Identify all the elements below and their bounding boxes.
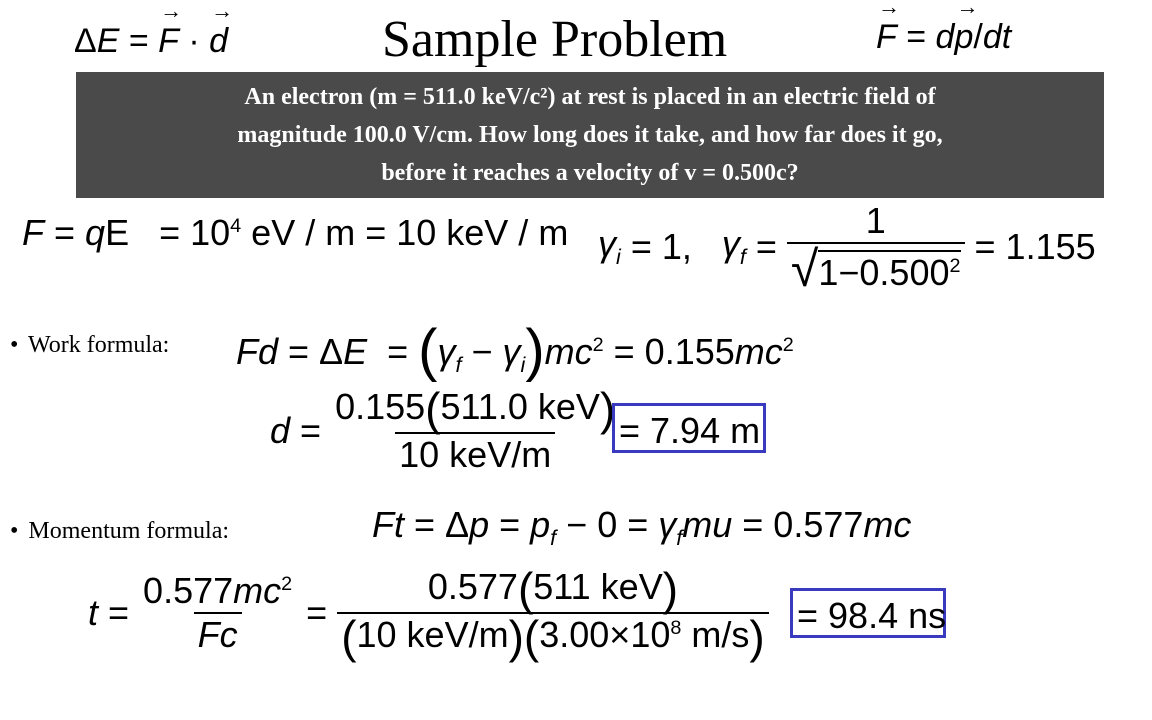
work-equation: $Fd = \Delta E = (\gamma_f - \gamma_i)mc^2 = 0.155mc^2$ xyxy=(236,318,794,383)
gamma-equations: $\gamma_i$ = 1, $\gamma_f$ = 1 √ $1-0.500^2$ = 1.155 xyxy=(598,200,1096,297)
work-formula-label xyxy=(10,332,169,359)
slide-title: Sample Problem xyxy=(382,11,728,68)
time-answer-box: = 98.4 ns xyxy=(790,588,946,638)
time-equation: t = $\frac{0.577mc^2}{Fc}$ = $\frac{\text{0.577(511 keV)}}{(10 keV/m)(3.00\times 10^8 m/s)}$ xyxy=(88,566,769,660)
work-formula-text: Work formula: xyxy=(27,332,170,358)
momentum-formula-label xyxy=(10,518,229,545)
force-momentum-formula: → F = d→ p/dt xyxy=(876,18,1011,57)
momentum-formula-text: Momentum formula: xyxy=(28,518,230,544)
problem-statement xyxy=(76,72,1104,198)
force-equation: F = qE = $10^4$ eV / m = 10 keV / m xyxy=(22,212,569,253)
distance-answer-box: = 7.94 m xyxy=(612,403,766,453)
energy-work-formula: ΔE = → F · → d xyxy=(74,22,228,61)
momentum-equation: $Ft = \Delta p = p_f - 0 = \gamma_fmu = 0.577mc$ xyxy=(372,504,912,551)
problem-line: An electron (m = 511.0 keV/c²) at rest is placed in an electric field of xyxy=(244,84,936,110)
distance-equation: d = $\frac{\text{0.155(511.0 keV)}}{\text{10 keV/m}}$ xyxy=(270,383,616,475)
problem-line: magnitude 100.0 V/cm. How long does it take, and how far does it go, xyxy=(237,122,943,148)
problem-line: before it reaches a velocity of v = 0.500c? xyxy=(381,160,799,186)
